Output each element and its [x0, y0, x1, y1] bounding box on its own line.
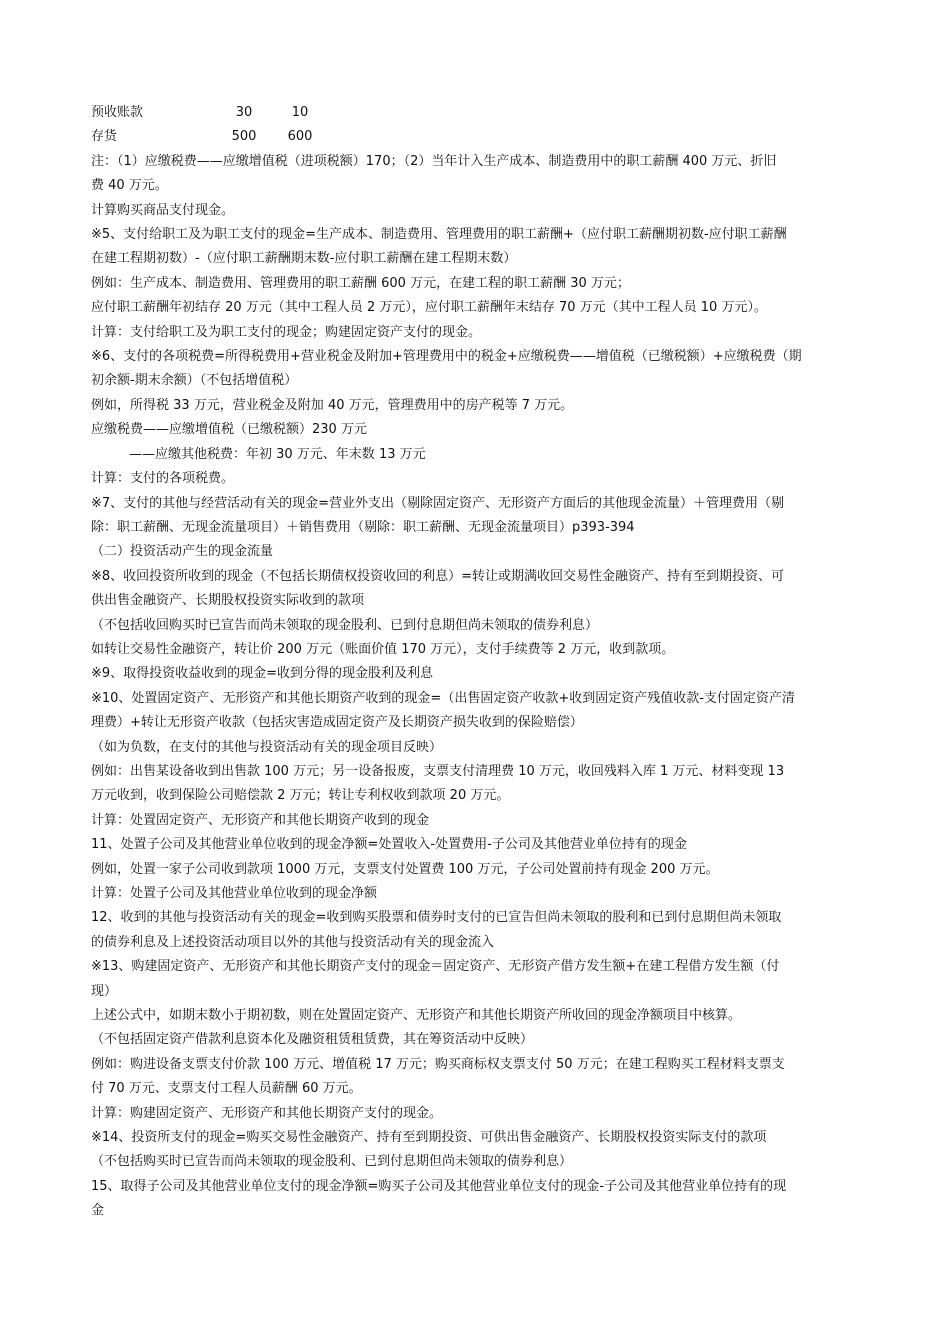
text-line: 应付职工薪酬年初结存 20 万元（其中工程人员 2 万元），应付职工薪酬年末结存 70 万元（其中工程人员 10 万元）。	[91, 300, 767, 316]
text-line: （不包括购买时已宣告而尚未领取的现金股利、已到付息期但尚未领取的债券利息）	[91, 1154, 573, 1170]
text-line: 计算：处置子公司及其他营业单位收到的现金净额	[91, 886, 378, 901]
text-line: 费 40 万元。	[91, 178, 168, 194]
table-cell-end: 600	[287, 129, 313, 145]
text-lines	[91, 150, 861, 1224]
text-line: ※14、投资所支付的现金=购买交易性金融资产、持有至到期投资、可供出售金融资产、长期股权投资实际支付的款项	[91, 1130, 767, 1146]
text-line: 例如：生产成本、制造费用、管理费用的职工薪酬 600 万元，在建工程的职工薪酬 30 万元；	[91, 275, 630, 291]
text-line: （不包括固定资产借款利息资本化及融资租赁租赁费，其在筹资活动中反映）	[91, 1032, 534, 1048]
table-row	[91, 125, 861, 149]
text-line: ※10、处置固定资产、无形资产和其他长期资产收到的现金=（出售固定资产收款+收到固定资产残值收款-支付固定资产清	[91, 690, 795, 706]
text-line: ——应缴其他税费：年初 30 万元、年末数 13 万元	[129, 446, 426, 462]
text-line: 11、处置子公司及其他营业单位收到的现金净额=处置收入-处置费用-子公司及其他营业单位持有的现金	[91, 837, 687, 853]
text-line: （不包括收回购买时已宣告而尚未领取的现金股利、已到付息期但尚未领取的债券利息）	[91, 617, 599, 633]
text-line: 现）	[91, 983, 118, 999]
text-line: 计算：支付给职工及为职工支付的现金；购建固定资产支付的现金。	[91, 324, 482, 340]
text-line: 注：（1）应缴税费——应缴增值税（进项税额）170；（2）当年计入生产成本、制造费用中的职工薪酬 400 万元、折旧	[91, 153, 777, 169]
text-line: 计算购买商品支付现金。	[91, 202, 235, 218]
text-line: ※6、支付的各项税费=所得税费用+营业税金及附加+管理费用中的税金+应缴税费——增值税（已缴税额）+应缴税费（期	[91, 349, 802, 365]
text-line: 除：职工薪酬、无现金流量项目）＋销售费用（剔除：职工薪酬、无现金流量项目）p393-394	[91, 519, 635, 535]
table-cell-label: 预收账款	[91, 105, 144, 120]
text-line: （二）投资活动产生的现金流量	[91, 544, 274, 560]
text-line: 供出售金融资产、长期股权投资实际收到的款项	[91, 593, 365, 609]
text-line: 应缴税费——应缴增值税（已缴税额）230 万元	[91, 422, 367, 438]
text-line: 12、收到的其他与投资活动有关的现金=收到购买股票和债券时支付的已宣告但尚未领取的股利和已到付息期但尚未领取	[91, 910, 782, 926]
text-line: 例如：购进设备支票支付价款 100 万元、增值税 17 万元；购买商标权支票支付 50 万元；在建工程购买工程材料支票支	[91, 1056, 785, 1072]
text-line: 万元收到，收到保险公司赔偿款 2 万元；转让专利权收到款项 20 万元。	[91, 788, 510, 804]
text-line: 初余额-期末余额）（不包括增值税）	[91, 373, 298, 389]
text-line: 例如，处置一家子公司收到款项 1000 万元，支票支付处置费 100 万元，子公司处置前持有现金 200 万元。	[91, 861, 719, 877]
text-line: 在建工程期初数）-（应付职工薪酬期末数-应付职工薪酬在建工程期末数）	[91, 251, 517, 267]
text-line: 计算：处置固定资产、无形资产和其他长期资产收到的现金	[91, 812, 430, 828]
text-line: ※8、收回投资所收到的现金（不包括长期债权投资收回的利息）=转让或期满收回交易性金融资产、持有至到期投资、可	[91, 568, 785, 584]
table-row	[91, 101, 861, 125]
text-line: ※13、购建固定资产、无形资产和其他长期资产支付的现金＝固定资产、无形资产借方发生额+在建工程借方发生额（付	[91, 959, 780, 975]
table-cell-label: 存货	[91, 129, 118, 145]
text-line: ※5、支付给职工及为职工支付的现金=生产成本、制造费用、管理费用的职工薪酬+（应付职工薪酬期初数-应付职工薪酬	[91, 227, 787, 243]
table-cell-end: 10	[291, 105, 309, 120]
table-cell-begin: 500	[231, 129, 257, 145]
text-line: 付 70 万元、支票支付工程人员薪酬 60 万元。	[91, 1081, 362, 1097]
text-line: 上述公式中，如期末数小于期初数，则在处置固定资产、无形资产和其他长期资产所收回的现金净额项目中核算。	[91, 1008, 742, 1024]
text-line: （如为负数，在支付的其他与投资活动有关的现金项目反映）	[91, 739, 443, 755]
text-line: 金	[91, 1203, 105, 1219]
text-line: ※9、取得投资收益收到的现金=收到分得的现金股利及利息	[91, 666, 434, 682]
text-line: 计算：购建固定资产、无形资产和其他长期资产支付的现金。	[91, 1105, 443, 1121]
text-line: ※7、支付的其他与经营活动有关的现金=营业外支出（剔除固定资产、无形资产方面后的其他现金流量）＋管理费用（剔	[91, 495, 785, 511]
document-body	[91, 101, 861, 1224]
text-line: 例如：出售某设备收到出售款 100 万元；另一设备报废，支票支付清理费 10 万元，收回残料入库 1 万元、材料变现 13	[91, 763, 785, 779]
text-line: 如转让交易性金融资产，转让价 200 万元（账面价值 170 万元），支付手续费等 2 万元，收到款项。	[91, 641, 675, 657]
text-line: 计算：支付的各项税费。	[91, 471, 235, 487]
text-line: 例如，所得税 33 万元，营业税金及附加 40 万元，管理费用中的房产税等 7 万元。	[91, 397, 574, 413]
text-line: 15、取得子公司及其他营业单位支付的现金净额=购买子公司及其他营业单位支付的现金-子公司及其他营业单位持有的现	[91, 1178, 787, 1194]
text-line: 理费）+转让无形资产收款（包括灾害造成固定资产及长期资产损失收到的保险赔偿）	[91, 715, 583, 731]
text-line: 的债券利息及上述投资活动项目以外的其他与投资活动有关的现金流入	[91, 934, 495, 950]
table-cell-begin: 30	[235, 105, 253, 120]
